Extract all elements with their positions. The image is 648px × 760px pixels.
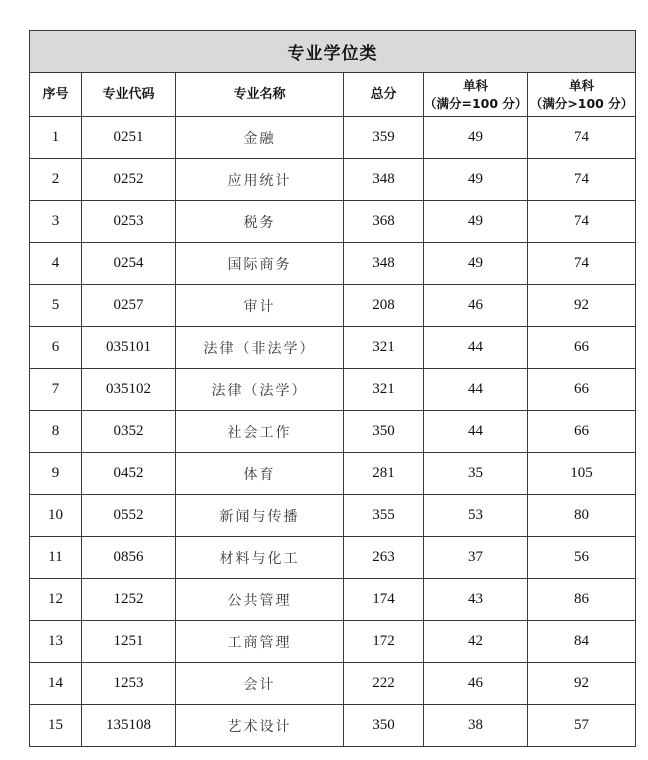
header-total: 总分 bbox=[344, 73, 424, 117]
header-single-over100-line1: 单科 bbox=[569, 77, 595, 93]
cell-name: 材料与化工 bbox=[176, 537, 344, 579]
cell-code: 0257 bbox=[82, 285, 176, 327]
cell-code: 0253 bbox=[82, 201, 176, 243]
cell-name: 工商管理 bbox=[176, 621, 344, 663]
table-row bbox=[30, 243, 636, 285]
cell-total: 348 bbox=[344, 243, 424, 285]
cell-single-100: 53 bbox=[424, 495, 528, 537]
table-row bbox=[30, 579, 636, 621]
cell-single-over100: 56 bbox=[528, 537, 636, 579]
cell-code: 1252 bbox=[82, 579, 176, 621]
table-row bbox=[30, 663, 636, 705]
cell-single-over100: 66 bbox=[528, 327, 636, 369]
cell-total: 350 bbox=[344, 411, 424, 453]
cell-total: 348 bbox=[344, 159, 424, 201]
cell-total: 321 bbox=[344, 369, 424, 411]
cell-index: 8 bbox=[30, 411, 82, 453]
header-code: 专业代码 bbox=[82, 73, 176, 117]
cell-index: 4 bbox=[30, 243, 82, 285]
cell-total: 281 bbox=[344, 453, 424, 495]
cell-name: 法律（非法学） bbox=[176, 327, 344, 369]
table-row bbox=[30, 411, 636, 453]
cell-single-over100: 66 bbox=[528, 411, 636, 453]
cell-index: 15 bbox=[30, 705, 82, 747]
table-header-row bbox=[30, 73, 636, 117]
table-row bbox=[30, 117, 636, 159]
cell-index: 5 bbox=[30, 285, 82, 327]
table-title-row bbox=[30, 31, 636, 73]
cell-total: 174 bbox=[344, 579, 424, 621]
cell-single-100: 42 bbox=[424, 621, 528, 663]
cell-single-100: 46 bbox=[424, 663, 528, 705]
cell-single-over100: 86 bbox=[528, 579, 636, 621]
cell-name: 社会工作 bbox=[176, 411, 344, 453]
table-row bbox=[30, 621, 636, 663]
cell-code: 035101 bbox=[82, 327, 176, 369]
cell-name: 新闻与传播 bbox=[176, 495, 344, 537]
cell-total: 172 bbox=[344, 621, 424, 663]
cell-total: 208 bbox=[344, 285, 424, 327]
cell-single-100: 49 bbox=[424, 117, 528, 159]
cell-total: 222 bbox=[344, 663, 424, 705]
header-single-over100 bbox=[528, 73, 636, 117]
cell-name: 税务 bbox=[176, 201, 344, 243]
table-row bbox=[30, 453, 636, 495]
cell-index: 6 bbox=[30, 327, 82, 369]
table-row bbox=[30, 705, 636, 747]
cell-index: 13 bbox=[30, 621, 82, 663]
header-single-100-line1: 单科 bbox=[462, 77, 488, 93]
table-title: 专业学位类 bbox=[30, 31, 636, 73]
header-single-100 bbox=[424, 73, 528, 117]
cell-single-100: 44 bbox=[424, 327, 528, 369]
cell-single-over100: 84 bbox=[528, 621, 636, 663]
cell-code: 135108 bbox=[82, 705, 176, 747]
cell-single-over100: 92 bbox=[528, 285, 636, 327]
header-index: 序号 bbox=[30, 73, 82, 117]
header-single-100-line2: （满分=100 分） bbox=[424, 95, 528, 111]
cell-name: 法律（法学） bbox=[176, 369, 344, 411]
cell-index: 12 bbox=[30, 579, 82, 621]
cell-code: 1251 bbox=[82, 621, 176, 663]
cell-single-100: 35 bbox=[424, 453, 528, 495]
cell-single-over100: 57 bbox=[528, 705, 636, 747]
cell-code: 0254 bbox=[82, 243, 176, 285]
cell-single-100: 49 bbox=[424, 243, 528, 285]
cell-index: 3 bbox=[30, 201, 82, 243]
cell-code: 0251 bbox=[82, 117, 176, 159]
cell-code: 0856 bbox=[82, 537, 176, 579]
cell-index: 11 bbox=[30, 537, 82, 579]
cell-single-100: 49 bbox=[424, 201, 528, 243]
cell-single-over100: 74 bbox=[528, 201, 636, 243]
cell-single-100: 49 bbox=[424, 159, 528, 201]
cell-single-over100: 74 bbox=[528, 243, 636, 285]
cell-name: 艺术设计 bbox=[176, 705, 344, 747]
cell-code: 0552 bbox=[82, 495, 176, 537]
header-name: 专业名称 bbox=[176, 73, 344, 117]
cell-code: 0352 bbox=[82, 411, 176, 453]
cell-code: 0452 bbox=[82, 453, 176, 495]
cell-single-over100: 74 bbox=[528, 117, 636, 159]
cell-name: 国际商务 bbox=[176, 243, 344, 285]
cell-index: 9 bbox=[30, 453, 82, 495]
cell-single-over100: 92 bbox=[528, 663, 636, 705]
table-row bbox=[30, 537, 636, 579]
header-single-over100-line2: （满分>100 分） bbox=[529, 95, 634, 111]
table-row bbox=[30, 159, 636, 201]
cell-code: 035102 bbox=[82, 369, 176, 411]
cell-name: 公共管理 bbox=[176, 579, 344, 621]
table-row bbox=[30, 369, 636, 411]
cell-total: 355 bbox=[344, 495, 424, 537]
table-row bbox=[30, 201, 636, 243]
cell-code: 0252 bbox=[82, 159, 176, 201]
cell-single-100: 44 bbox=[424, 369, 528, 411]
cell-name: 体育 bbox=[176, 453, 344, 495]
cell-total: 321 bbox=[344, 327, 424, 369]
cell-index: 7 bbox=[30, 369, 82, 411]
cell-single-over100: 74 bbox=[528, 159, 636, 201]
cell-index: 2 bbox=[30, 159, 82, 201]
cell-total: 350 bbox=[344, 705, 424, 747]
cell-total: 263 bbox=[344, 537, 424, 579]
cell-single-over100: 66 bbox=[528, 369, 636, 411]
table-row bbox=[30, 327, 636, 369]
cell-index: 1 bbox=[30, 117, 82, 159]
cell-name: 会计 bbox=[176, 663, 344, 705]
cell-name: 审计 bbox=[176, 285, 344, 327]
cell-single-100: 43 bbox=[424, 579, 528, 621]
table-row bbox=[30, 285, 636, 327]
cell-total: 368 bbox=[344, 201, 424, 243]
cell-single-100: 37 bbox=[424, 537, 528, 579]
cell-single-100: 38 bbox=[424, 705, 528, 747]
table-row bbox=[30, 495, 636, 537]
cell-code: 1253 bbox=[82, 663, 176, 705]
cell-name: 金融 bbox=[176, 117, 344, 159]
cell-single-over100: 80 bbox=[528, 495, 636, 537]
cell-total: 359 bbox=[344, 117, 424, 159]
cell-index: 10 bbox=[30, 495, 82, 537]
cell-index: 14 bbox=[30, 663, 82, 705]
score-table bbox=[29, 30, 636, 747]
cell-single-over100: 105 bbox=[528, 453, 636, 495]
cell-single-100: 44 bbox=[424, 411, 528, 453]
cell-single-100: 46 bbox=[424, 285, 528, 327]
cell-name: 应用统计 bbox=[176, 159, 344, 201]
